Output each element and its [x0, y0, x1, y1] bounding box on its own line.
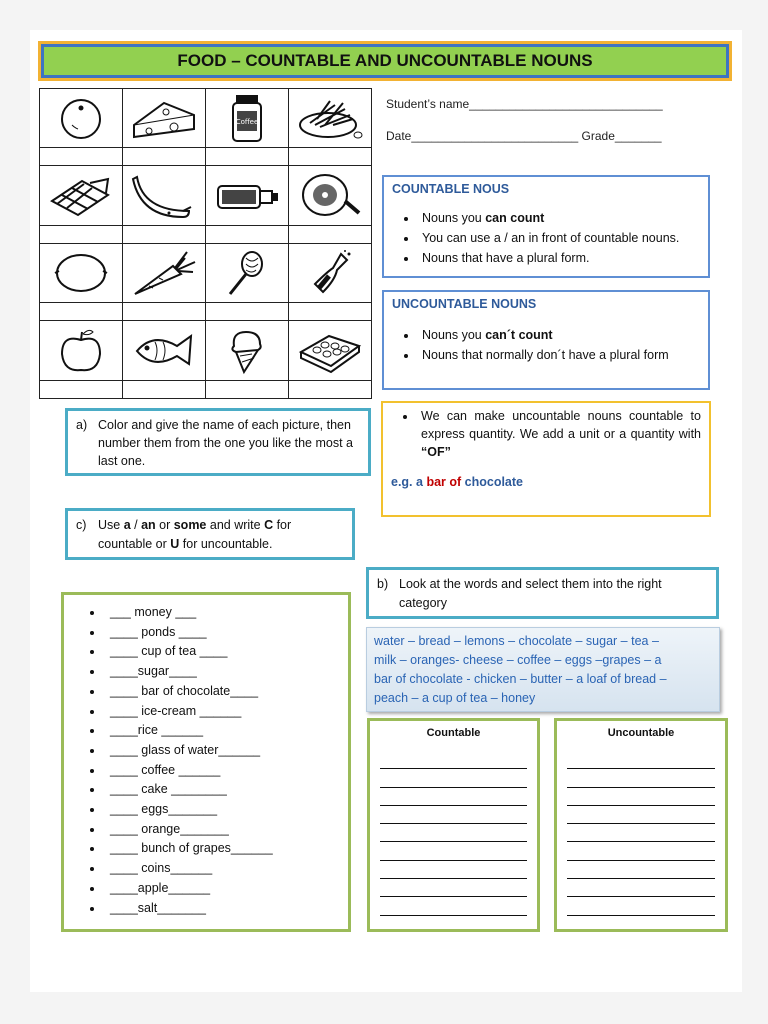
fill-in-item[interactable]: • ____ eggs_______	[104, 800, 348, 820]
date-grade-field[interactable]: Date_________________________ Grade_______	[386, 129, 662, 143]
countable-column-box	[367, 718, 540, 932]
fill-in-list-box	[61, 592, 351, 932]
milk-bottle-icon	[212, 176, 282, 216]
picture-cell	[123, 89, 206, 148]
uncountable-title: UNCOUNTABLE NOUNS	[392, 297, 537, 311]
orange-icon	[58, 95, 104, 141]
instruction-letter: b)	[377, 577, 389, 591]
uncountable-column-box	[554, 718, 728, 932]
countable-title: COUNTABLE NOUS	[392, 182, 510, 196]
list-item: • You can use a / an in front of countable nouns.	[418, 228, 700, 248]
uncountable-column-title: Uncountable	[607, 727, 675, 739]
example-line: e.g. a bar of chocolate	[391, 475, 523, 489]
answer-line[interactable]	[380, 879, 527, 897]
fill-in-list	[64, 603, 348, 918]
answer-line[interactable]	[567, 751, 715, 769]
picture-cell	[40, 321, 123, 380]
ice-cream-icon	[222, 326, 272, 376]
instruction-letter: c)	[76, 518, 87, 532]
picture-cell	[40, 243, 123, 302]
student-name-field[interactable]: Student’s name_____________________________	[386, 97, 663, 111]
fill-in-item[interactable]: • ____ bar of chocolate____	[104, 682, 348, 702]
apple-icon	[56, 326, 106, 376]
instruction-c-box	[65, 508, 355, 560]
answer-line[interactable]	[567, 769, 715, 787]
soda-bottle-icon	[305, 248, 355, 298]
list-item: • Nouns that have a plural form.	[418, 248, 700, 268]
answer-line[interactable]	[380, 824, 527, 842]
fill-in-item[interactable]: • ____sugar____	[104, 662, 348, 682]
picture-cell	[289, 89, 372, 148]
list-item: • We can make uncountable nouns countable to express quantity. We add a unit or a quantity with “OF”	[417, 407, 701, 461]
fill-in-item[interactable]: • ____ ice-cream ______	[104, 702, 348, 722]
picture-cell	[206, 243, 289, 302]
ham-icon	[295, 171, 365, 221]
coffee-jar-icon	[227, 93, 267, 143]
fill-in-item[interactable]: • ____ cake ________	[104, 780, 348, 800]
uncountable-answer-lines[interactable]	[567, 751, 715, 916]
instruction-a-box	[65, 408, 371, 476]
banana-icon	[129, 171, 199, 221]
picture-cell	[206, 166, 289, 225]
answer-line[interactable]	[380, 897, 527, 915]
answer-line[interactable]	[567, 788, 715, 806]
picture-cell	[206, 89, 289, 148]
answer-line[interactable]	[380, 806, 527, 824]
fill-in-item[interactable]: • ____apple______	[104, 879, 348, 899]
picture-cell	[123, 166, 206, 225]
svg-text:Coffee: Coffee	[235, 118, 259, 127]
answer-line[interactable]	[567, 879, 715, 897]
quantity-note	[391, 407, 701, 461]
picture-cell	[206, 321, 289, 380]
fill-in-item[interactable]: • ____ ponds ____	[104, 623, 348, 643]
countable-nouns-box	[382, 175, 710, 278]
fill-in-item[interactable]: • ____rice ______	[104, 721, 348, 741]
picture-cell	[289, 321, 372, 380]
page-title: FOOD – COUNTABLE AND UNCOUNTABLE NOUNS	[44, 47, 726, 75]
fill-in-item[interactable]: • ____ coins______	[104, 859, 348, 879]
answer-line[interactable]	[567, 842, 715, 860]
fill-in-item[interactable]: • ___ money ___	[104, 603, 348, 623]
chocolate-bar-icon	[46, 173, 116, 219]
answer-line[interactable]	[567, 824, 715, 842]
picture-cell	[123, 321, 206, 380]
answer-line[interactable]	[567, 806, 715, 824]
answer-line[interactable]	[380, 861, 527, 879]
spaghetti-icon	[222, 248, 272, 298]
list-item: • Nouns you can´t count	[418, 325, 700, 345]
eggs-carton-icon	[295, 328, 365, 374]
instruction-b-text: Look at the words and select them into the right category	[399, 577, 662, 610]
answer-line[interactable]	[567, 897, 715, 915]
answer-line[interactable]	[380, 788, 527, 806]
fries-icon	[295, 95, 365, 141]
cheese-icon	[129, 95, 199, 141]
answer-line[interactable]	[567, 861, 715, 879]
list-item: • Nouns you can count	[418, 208, 700, 228]
countable-answer-lines[interactable]	[380, 751, 527, 916]
fill-in-item[interactable]: • ____ bunch of grapes______	[104, 839, 348, 859]
fill-in-item[interactable]: • ____ orange_______	[104, 820, 348, 840]
word-bank-line: water – bread – lemons – chocolate – sugar – tea –	[374, 634, 659, 648]
instruction-a-text: Color and give the name of each picture, then number them from the one you like the most a last one.	[98, 418, 353, 468]
countable-rules	[392, 208, 700, 268]
picture-grid	[39, 88, 372, 399]
word-bank	[366, 627, 720, 712]
instruction-b-box	[366, 567, 719, 619]
word-bank-line: milk – oranges- cheese – coffee – eggs –grapes – a	[374, 653, 662, 667]
picture-cell	[40, 89, 123, 148]
title-banner	[38, 41, 732, 81]
carrot-icon	[129, 248, 199, 298]
instruction-c-text: Use a / an or some and write C for countable or U for uncountable.	[98, 518, 292, 551]
answer-line[interactable]	[380, 769, 527, 787]
uncountable-nouns-box	[382, 290, 710, 390]
quantity-note-box	[381, 401, 711, 517]
fill-in-item[interactable]: • ____ cup of tea ____	[104, 642, 348, 662]
word-bank-line: peach – a cup of tea – honey	[374, 691, 536, 705]
picture-cell	[123, 243, 206, 302]
fill-in-item[interactable]: • ____salt_______	[104, 899, 348, 919]
word-bank-line: bar of chocolate - chicken – butter – a loaf of bread –	[374, 672, 667, 686]
instruction-letter: a)	[76, 418, 88, 432]
uncountable-rules	[392, 325, 700, 365]
countable-column-title: Countable	[426, 727, 481, 739]
picture-cell	[289, 166, 372, 225]
fill-in-item[interactable]: • ____ coffee ______	[104, 761, 348, 781]
answer-line[interactable]	[380, 842, 527, 860]
answer-line[interactable]	[380, 751, 527, 769]
picture-cell	[289, 243, 372, 302]
list-item: • Nouns that normally don´t have a plural form	[418, 345, 700, 365]
lemon-icon	[51, 250, 111, 296]
picture-cell	[40, 166, 123, 225]
fill-in-item[interactable]: • ____ glass of water______	[104, 741, 348, 761]
fish-icon	[129, 328, 199, 374]
